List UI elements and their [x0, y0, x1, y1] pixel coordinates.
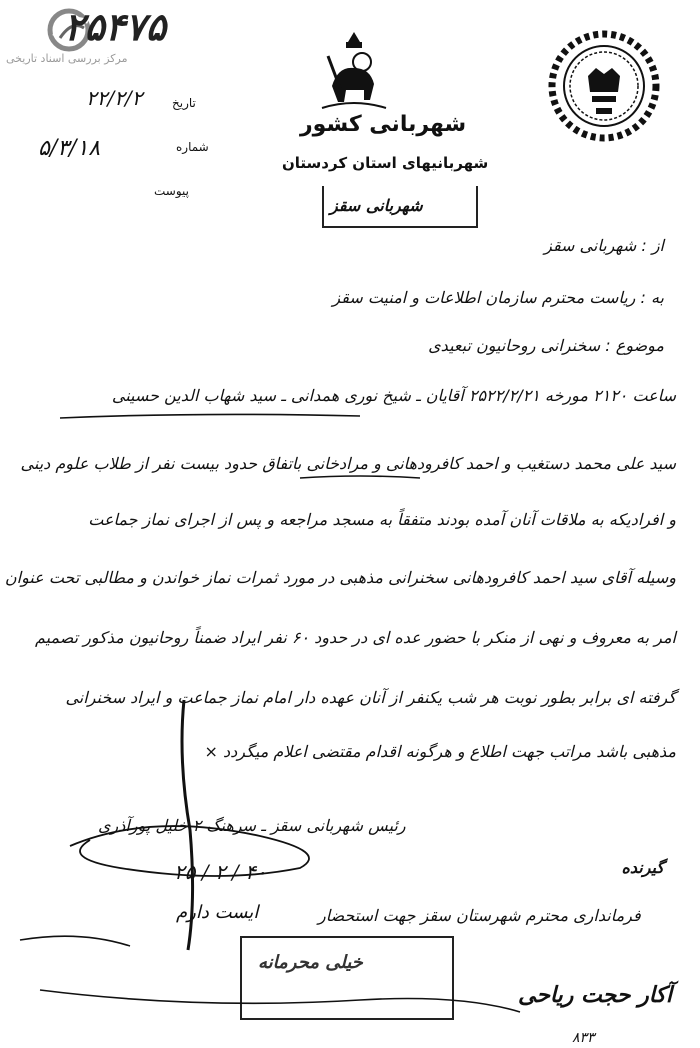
- number-value: ۵/۳/۱۸: [38, 136, 101, 161]
- date-value: ۲۲/۲/۲: [86, 86, 143, 110]
- receipt-stamp-text: خیلی محرمانه: [258, 952, 363, 973]
- receipt-stamp-frame: [240, 936, 454, 1020]
- org-title: شهربانی کشور: [300, 112, 467, 137]
- body-paragraph-line: سید علی محمد دستغیب و احمد کافرودهانی و مرادخانی باتفاق حدود بیست نفر از طلاب علوم دینی: [20, 454, 676, 473]
- handwritten-number: ۲۵ / ۲ / ۴۰: [174, 860, 267, 884]
- body-paragraph-line: گرفته ای برابر بطور نوبت هر شب یکنفر از آنان عهده دار امام نماز جماعت و ایراد سخنرانی: [65, 688, 676, 707]
- body-paragraph-line: و افرادیکه به ملاقات آنان آمده بودند متفقاً به مسجد مراجعه و پس از اجرای نماز جماعت: [88, 510, 676, 529]
- handwritten-initials: ایست دارم: [176, 902, 259, 923]
- bottom-number: ۸۳۳: [572, 1030, 595, 1046]
- lion-and-sun-emblem-icon: [318, 28, 390, 118]
- number-label: شماره: [176, 140, 209, 154]
- office-stamp-text: شهربانی سقز: [330, 196, 423, 215]
- body-paragraph-line: امر به معروف و نهی از منکر با حضور عده ای در حدود ۶۰ نفر ایراد ضمناً روحانیون مذکور تصمیم: [35, 628, 676, 647]
- body-paragraph-line: وسیله آقای سید احمد کافرودهانی سخنرانی مذهبی در مورد ثمرات نماز خواندن و مطالبی تحت عنوان: [4, 568, 676, 587]
- top-handwritten-number: ۲۵۴۷۵: [64, 4, 167, 49]
- subject-line: موضوع : سخنرانی روحانیون تبعیدی: [428, 336, 664, 355]
- body-paragraph-line: ساعت ۲۱۲۰ مورخه ۲۵۲۲/۲/۲۱ آقایان ـ شیخ نوری همدانی ـ سید شهاب الدین حسینی: [111, 386, 676, 405]
- org-subtitle: شهربانیهای استان کردستان: [282, 154, 489, 172]
- watermark-text: مرکز بررسی اسناد تاریخی: [6, 52, 128, 65]
- signer-name: آکار حجت ریاحی: [518, 982, 673, 1008]
- underline-mark: [300, 476, 420, 478]
- round-seal-stamp-icon: [548, 28, 660, 144]
- body-paragraph-line: مذهبی باشد مراتب جهت اطلاع و هرگونه اقدام مقتضی اعلام میگردد ×: [204, 742, 676, 761]
- to-line: به : ریاست محترم سازمان اطلاعات و امنیت سقز: [332, 288, 664, 307]
- recipients-line: فرمانداری محترم شهرستان سقز جهت استحضار: [318, 906, 641, 925]
- attachment-label: پیوست: [154, 184, 189, 198]
- handwritten-note-stroke: [20, 936, 130, 946]
- underline-mark: [60, 414, 360, 418]
- from-line: از : شهربانی سقز: [544, 236, 664, 255]
- recipients-label: گیرنده: [621, 858, 664, 877]
- date-label: تاریخ: [172, 96, 196, 110]
- signature-line: رئیس شهربانی سقز ـ سرهنگ ۲ خلیل پورآذری: [98, 816, 406, 835]
